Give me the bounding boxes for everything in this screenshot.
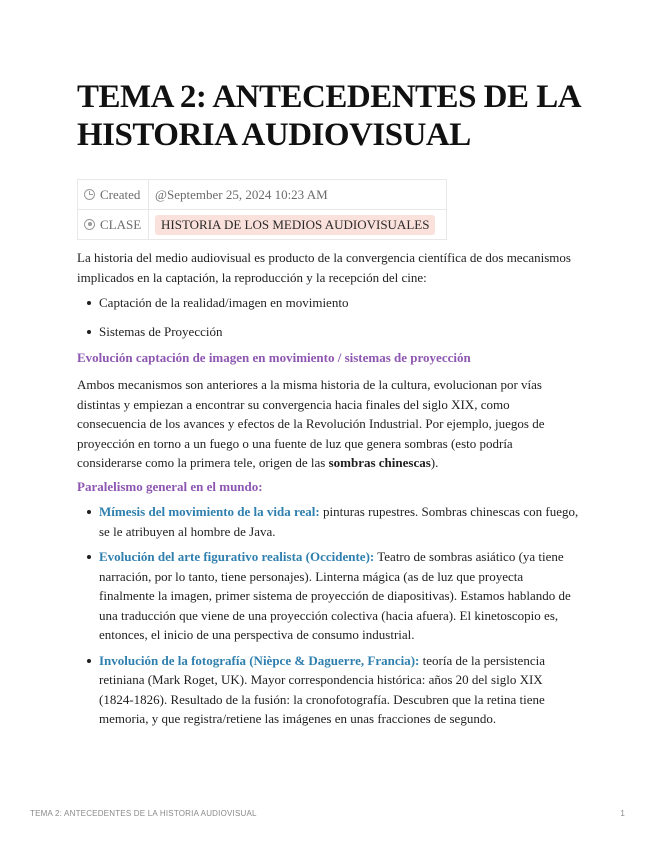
- property-key-clase: [78, 210, 149, 240]
- list-item-lead: Involución de la fotografía (Nièpce & Daguerre, Francia):: [99, 652, 420, 668]
- paragraph-text: Ambos mecanismos son anteriores a la misma historia de la cultura, evolucionan por vías distintas y empiezan a encontrar su convergencia hacia finales del siglo XIX, como consecuencia de los avances y efectos de la Revolución Industrial. Por ejemplo, juegos de proyección en torno a un fuego o una fuente de luz que genera sombras (esto podría considerarse como la primera tele, origen de las: [77, 377, 545, 470]
- section-paragraph: [77, 375, 579, 473]
- property-key-created: [78, 180, 149, 210]
- list-item-text: Teatro de sombras asiático (ya tiene narración, por lo tanto, tiene personajes). Linterna mágica (as de luz que proyecta finalmente la imagen, primer sistema de proyección de diapositivas). Estamos hablando de una traducción que viene de una proyección colectiva (hacia afuera). El kinetoscopio es, entonces, el inicio de una perspectiva de consumo industrial.: [99, 549, 571, 642]
- page-number: 1: [620, 809, 625, 818]
- property-row-created: [78, 180, 447, 210]
- section-heading-evolucion: Evolución captación de imagen en movimiento / sistemas de proyección: [77, 350, 471, 365]
- paralelismo-list: [77, 502, 579, 735]
- footer-running-title: TEMA 2: ANTECEDENTES DE LA HISTORIA AUDIOVISUAL: [30, 809, 257, 818]
- list-item: [77, 502, 579, 541]
- list-item: Captación de la realidad/imagen en movimiento: [77, 293, 579, 313]
- target-icon: [84, 219, 95, 230]
- clock-icon: [84, 189, 95, 200]
- property-value-created: @September 25, 2024 10:23 AM: [149, 180, 447, 210]
- page-footer: [30, 809, 625, 818]
- property-row-clase: [78, 210, 447, 240]
- clase-tag[interactable]: HISTORIA DE LOS MEDIOS AUDIOVISUALES: [155, 215, 435, 235]
- list-item: [77, 547, 579, 645]
- list-item: Sistemas de Proyección: [77, 322, 579, 342]
- mechanisms-list: [77, 293, 579, 350]
- property-key-label: Created: [100, 186, 141, 202]
- list-item-text: teoría de la persistencia retiniana (Mark Roget, UK). Mayor correspondencia histórica: años 20 del siglo XIX (1824-1826). Resultado de la fusión: la cronofotografía. Descubren que la retina tiene memoria, y que registra/retiene las imágenes en unas fracciones de segundo.: [99, 652, 545, 726]
- properties-table: [77, 179, 447, 240]
- list-item: [77, 651, 579, 729]
- paragraph-bold-term: sombras chinescas: [328, 455, 431, 470]
- paragraph-text-end: ).: [430, 455, 439, 470]
- property-value-clase: [149, 210, 447, 240]
- page-title: TEMA 2: ANTECEDENTES DE LA HISTORIA AUDIOVISUAL: [77, 79, 580, 153]
- list-item-lead: Mímesis del movimiento de la vida real:: [99, 504, 320, 519]
- list-item-lead: Evolución del arte figurativo realista (Occidente):: [99, 549, 375, 564]
- property-key-label: CLASE: [100, 216, 142, 232]
- list-item-text: pinturas rupestres. Sombras chinescas con fuego, se le atribuyen al hombre de Java.: [99, 504, 579, 539]
- intro-paragraph: La historia del medio audiovisual es producto de la convergencia científica de dos mecanismos implicados en la captación, la reproducción y la recepción del cine:: [77, 250, 571, 285]
- section-heading-paralelismo: Paralelismo general en el mundo:: [77, 479, 263, 494]
